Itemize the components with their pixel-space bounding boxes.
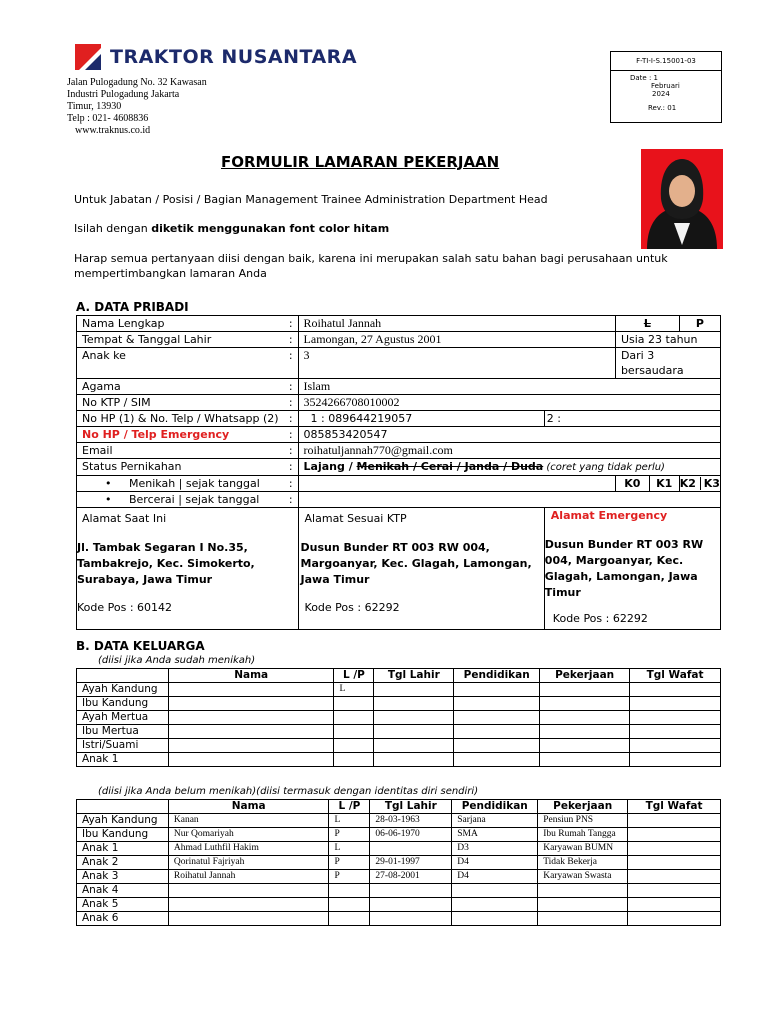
pendidikan-cell[interactable] — [454, 725, 540, 739]
wafat-cell[interactable] — [628, 828, 721, 842]
table-row — [77, 753, 721, 767]
lahir-cell[interactable] — [374, 711, 454, 725]
relation-cell: Ibu Mertua — [77, 725, 169, 739]
col-relation — [77, 800, 169, 814]
table-row — [77, 870, 721, 884]
lahir-cell[interactable] — [370, 898, 452, 912]
lp-cell[interactable]: L — [329, 842, 370, 856]
table-row — [77, 395, 721, 411]
married-note: (diisi jika Anda sudah menikah) — [98, 655, 256, 666]
lp-cell[interactable] — [334, 739, 374, 753]
table-row — [77, 411, 721, 427]
pendidikan-cell[interactable] — [452, 884, 538, 898]
general-instruction-1: Harap semua pertanyaan diisi dengan baik, karena ini merupakan salah satu bahan bagi perusahaan untuk — [74, 252, 668, 265]
address-ktp-postal: Kode Pos : 62292 — [304, 601, 400, 614]
document-code-box — [610, 51, 722, 123]
lp-cell[interactable] — [334, 697, 374, 711]
gender-l[interactable] — [615, 316, 679, 332]
pendidikan-cell[interactable] — [452, 898, 538, 912]
fill-instruction-prefix: Isilah dengan — [74, 222, 152, 235]
address-current-postal: Kode Pos : 60142 — [77, 601, 173, 614]
address-emergency[interactable] — [544, 508, 720, 630]
table-row — [77, 427, 721, 443]
nama-cell[interactable] — [168, 697, 334, 711]
lp-cell[interactable]: P — [329, 870, 370, 884]
table-row — [77, 476, 721, 492]
col-nama: Nama — [168, 800, 329, 814]
wafat-cell[interactable] — [630, 711, 721, 725]
pekerjaan-cell[interactable] — [540, 711, 630, 725]
table-row — [77, 316, 721, 332]
address-line: Jalan Pulogadung No. 32 Kawasan — [67, 77, 207, 88]
pendidikan-cell[interactable] — [454, 711, 540, 725]
wafat-cell[interactable] — [630, 753, 721, 767]
table-row — [77, 332, 721, 348]
address-line: Industri Pulogadung Jakarta — [67, 89, 180, 100]
pekerjaan-cell[interactable] — [540, 697, 630, 711]
relation-cell: Ayah Kandung — [77, 814, 169, 828]
field-colon: : — [284, 459, 298, 476]
field-saudara[interactable]: Dari 3 bersaudara — [615, 348, 720, 379]
lahir-cell[interactable] — [370, 842, 452, 856]
pendidikan-cell[interactable] — [452, 912, 538, 926]
lp-cell[interactable]: P — [329, 828, 370, 842]
address-emergency-label: Alamat Emergency — [550, 509, 668, 522]
lahir-cell[interactable]: 27-08-2001 — [370, 870, 452, 884]
table-row — [77, 856, 721, 870]
field-label: Anak ke — [77, 348, 284, 379]
wafat-cell[interactable] — [630, 725, 721, 739]
col-wafat: Tgl Wafat — [630, 669, 721, 683]
applicant-photo — [641, 149, 723, 249]
field-colon: : — [284, 316, 298, 332]
nama-cell[interactable] — [168, 725, 334, 739]
table-row — [77, 348, 721, 379]
pekerjaan-cell[interactable] — [538, 912, 628, 926]
field-ktp[interactable]: 3524266708010002 — [298, 395, 720, 411]
nama-cell[interactable] — [168, 884, 329, 898]
field-colon: : — [284, 427, 298, 443]
nama-cell[interactable] — [168, 683, 334, 697]
address-line: Timur, 13930 — [67, 101, 122, 112]
status-selected: Lajang / — [303, 460, 357, 473]
address-ktp[interactable] — [298, 508, 544, 630]
table-row — [77, 443, 721, 459]
wafat-cell[interactable] — [630, 739, 721, 753]
field-nama[interactable]: Roihatul Jannah — [298, 316, 615, 332]
fill-instruction — [74, 222, 389, 235]
status-note: (coret yang tidak perlu) — [543, 462, 665, 473]
table-row — [77, 842, 721, 856]
lp-cell[interactable]: L — [329, 814, 370, 828]
field-colon: : — [284, 379, 298, 395]
bullet-icon: • — [105, 493, 112, 506]
lp-cell[interactable] — [329, 898, 370, 912]
lahir-cell[interactable]: 06-06-1970 — [370, 828, 452, 842]
status-struck: Menikah / Cerai / Janda / Duda — [356, 460, 544, 473]
document-revision: Rev.: 01 — [648, 104, 677, 112]
pekerjaan-cell[interactable]: Pensiun PNS — [538, 814, 628, 828]
table-row — [77, 898, 721, 912]
col-lahir: Tgl Lahir — [370, 800, 452, 814]
field-email[interactable]: roihatuljannah770@gmail.com — [298, 443, 720, 459]
table-row — [77, 739, 721, 753]
relation-cell: Ibu Kandung — [77, 828, 169, 842]
relation-cell: Anak 1 — [77, 753, 169, 767]
nama-cell[interactable] — [168, 753, 334, 767]
k3-option[interactable]: K3 — [700, 477, 720, 490]
lahir-cell[interactable] — [374, 739, 454, 753]
field-label: No KTP / SIM — [77, 395, 284, 411]
pekerjaan-cell[interactable] — [540, 725, 630, 739]
wafat-cell[interactable] — [630, 697, 721, 711]
table-row — [77, 492, 721, 508]
menikah-label: Menikah | sejak tanggal — [128, 477, 260, 490]
field-colon: : — [284, 443, 298, 459]
address-row — [77, 508, 721, 630]
table-header-row — [77, 669, 721, 683]
field-label — [77, 492, 284, 508]
field-label: No HP / Telp Emergency — [77, 427, 284, 443]
k0-option[interactable]: K0 — [615, 476, 649, 492]
position-line: Untuk Jabatan / Posisi / Bagian Management Trainee Administration Department Head — [74, 193, 548, 206]
relation-cell: Istri/Suami — [77, 739, 169, 753]
field-colon: : — [284, 411, 298, 427]
gender-p[interactable]: P — [679, 316, 720, 332]
col-relation — [77, 669, 169, 683]
k2-k3-options — [679, 476, 720, 492]
document-date: Date : 1 — [630, 74, 658, 82]
pekerjaan-cell[interactable]: Karyawan BUMN — [538, 842, 628, 856]
family-table-married — [76, 668, 721, 767]
col-wafat: Tgl Wafat — [628, 800, 721, 814]
table-row — [77, 459, 721, 476]
lahir-cell[interactable] — [374, 697, 454, 711]
gender-l-label: L — [643, 317, 651, 330]
pendidikan-cell[interactable] — [454, 739, 540, 753]
family-table-single — [76, 799, 721, 926]
pekerjaan-cell[interactable]: Karyawan Swasta — [538, 870, 628, 884]
general-instruction-2: mempertimbangkan lamaran Anda — [74, 267, 267, 280]
pendidikan-cell[interactable]: SMA — [452, 828, 538, 842]
company-website: www.traknus.co.id — [75, 125, 151, 136]
table-row — [77, 697, 721, 711]
address-ktp-value: Dusun Bunder RT 003 RW 004, Margoanyar, Kec. Glagah, Lamongan, Jawa Timur — [300, 541, 532, 586]
nama-cell[interactable]: Kanan — [168, 814, 329, 828]
lp-cell[interactable]: P — [329, 856, 370, 870]
field-hp2[interactable]: 2 : — [544, 411, 720, 427]
table-row — [77, 828, 721, 842]
wafat-cell[interactable] — [628, 856, 721, 870]
nama-cell[interactable] — [168, 739, 334, 753]
lp-cell[interactable] — [329, 912, 370, 926]
lp-cell[interactable]: L — [334, 683, 374, 697]
table-row — [77, 711, 721, 725]
field-colon: : — [284, 492, 298, 508]
document-date-month: Februari — [651, 82, 680, 90]
company-logo-mark — [75, 44, 101, 70]
lahir-cell[interactable] — [374, 725, 454, 739]
field-label — [77, 476, 284, 492]
wafat-cell[interactable] — [628, 912, 721, 926]
pekerjaan-cell[interactable] — [540, 683, 630, 697]
lp-cell[interactable] — [334, 753, 374, 767]
address-current-label: Alamat Saat Ini — [82, 512, 167, 525]
form-title: FORMULIR LAMARAN PEKERJAAN — [221, 153, 500, 171]
field-colon: : — [284, 476, 298, 492]
nama-cell[interactable] — [168, 898, 329, 912]
relation-cell: Anak 4 — [77, 884, 169, 898]
field-usia[interactable]: Usia 23 tahun — [615, 332, 720, 348]
k2-option[interactable]: K2 — [679, 477, 696, 490]
pendidikan-cell[interactable]: D4 — [452, 870, 538, 884]
field-label: Status Pernikahan — [77, 459, 284, 476]
col-pekerjaan: Pekerjaan — [540, 669, 630, 683]
section-a-title: A. DATA PRIBADI — [76, 300, 189, 314]
field-bercerai-date[interactable] — [298, 492, 720, 508]
section-b-title: B. DATA KELUARGA — [76, 639, 205, 653]
address-emergency-value: Dusun Bunder RT 003 RW 004, Margoanyar, Kec. Glagah, Lamongan, Jawa Timur — [544, 538, 704, 599]
lp-cell[interactable] — [334, 725, 374, 739]
lahir-cell[interactable] — [370, 912, 452, 926]
pekerjaan-cell[interactable]: Tidak Bekerja — [538, 856, 628, 870]
field-label: Tempat & Tanggal Lahir — [77, 332, 284, 348]
col-pendidikan: Pendidikan — [452, 800, 538, 814]
relation-cell: Anak 3 — [77, 870, 169, 884]
nama-cell[interactable]: Nur Qomariyah — [168, 828, 329, 842]
pendidikan-cell[interactable] — [454, 683, 540, 697]
pekerjaan-cell[interactable] — [538, 884, 628, 898]
col-pendidikan: Pendidikan — [454, 669, 540, 683]
col-pekerjaan: Pekerjaan — [538, 800, 628, 814]
table-row — [77, 814, 721, 828]
company-brand-name: TRAKTOR NUSANTARA — [110, 46, 358, 68]
field-label: No HP (1) & No. Telp / Whatsapp (2) — [77, 411, 284, 427]
fill-instruction-emphasis: diketik menggunakan font color hitam — [151, 222, 390, 235]
relation-cell: Anak 6 — [77, 912, 169, 926]
address-line: Telp : 021- 4608836 — [67, 113, 149, 124]
address-current-value: Jl. Tambak Segaran I No.35, Tambakrejo, Kec. Simokerto, Surabaya, Jawa Timur — [77, 541, 255, 586]
nama-cell[interactable] — [168, 912, 329, 926]
field-label: Email — [77, 443, 284, 459]
address-ktp-label: Alamat Sesuai KTP — [304, 512, 407, 525]
field-colon: : — [284, 348, 298, 379]
pendidikan-cell[interactable] — [454, 697, 540, 711]
lahir-cell[interactable]: 29-01-1997 — [370, 856, 452, 870]
lahir-cell[interactable]: 28-03-1963 — [370, 814, 452, 828]
field-label: Agama — [77, 379, 284, 395]
field-colon: : — [284, 332, 298, 348]
relation-cell: Ibu Kandung — [77, 697, 169, 711]
table-row — [77, 725, 721, 739]
wafat-cell[interactable] — [630, 683, 721, 697]
lahir-cell[interactable] — [374, 683, 454, 697]
address-emergency-postal: Kode Pos : 62292 — [552, 612, 648, 625]
lp-cell[interactable] — [334, 711, 374, 725]
col-lahir: Tgl Lahir — [374, 669, 454, 683]
relation-cell: Anak 2 — [77, 856, 169, 870]
col-lp: L /P — [329, 800, 370, 814]
document-date-year: 2024 — [652, 90, 670, 98]
nama-cell[interactable]: Roihatul Jannah — [168, 870, 329, 884]
nama-cell[interactable]: Ahmad Luthfil Hakim — [168, 842, 329, 856]
field-anak-ke[interactable]: 3 — [298, 348, 615, 379]
document-code: F-TI-I-S.15001-03 — [611, 52, 721, 71]
field-agama[interactable]: Islam — [298, 379, 720, 395]
table-header-row — [77, 800, 721, 814]
relation-cell: Ayah Kandung — [77, 683, 169, 697]
lp-cell[interactable] — [329, 884, 370, 898]
k1-option[interactable]: K1 — [649, 476, 679, 492]
pendidikan-cell[interactable]: Sarjana — [452, 814, 538, 828]
pendidikan-cell[interactable]: D4 — [452, 856, 538, 870]
pendidikan-cell[interactable] — [454, 753, 540, 767]
table-row — [77, 683, 721, 697]
pekerjaan-cell[interactable]: Ibu Rumah Tangga — [538, 828, 628, 842]
table-row — [77, 379, 721, 395]
table-row — [77, 912, 721, 926]
wafat-cell[interactable] — [628, 884, 721, 898]
nama-cell[interactable]: Qorinatul Fajriyah — [168, 856, 329, 870]
field-menikah-date[interactable] — [298, 476, 615, 492]
pekerjaan-cell[interactable] — [538, 898, 628, 912]
bercerai-label: Bercerai | sejak tanggal — [128, 493, 260, 506]
wafat-cell[interactable] — [628, 842, 721, 856]
field-hp1[interactable]: 1 : 089644219057 — [298, 411, 544, 427]
field-colon: : — [284, 395, 298, 411]
lahir-cell[interactable] — [374, 753, 454, 767]
pendidikan-cell[interactable]: D3 — [452, 842, 538, 856]
relation-cell: Anak 1 — [77, 842, 169, 856]
single-note: (diisi jika Anda belum menikah)(diisi termasuk dengan identitas diri sendiri) — [98, 786, 479, 797]
lahir-cell[interactable] — [370, 884, 452, 898]
field-emergency-phone[interactable]: 085853420547 — [298, 427, 720, 443]
col-nama: Nama — [168, 669, 334, 683]
pekerjaan-cell[interactable] — [540, 753, 630, 767]
bullet-icon: • — [105, 477, 112, 490]
wafat-cell[interactable] — [628, 898, 721, 912]
company-address — [67, 77, 207, 137]
field-status[interactable] — [298, 459, 720, 476]
field-ttl[interactable]: Lamongan, 27 Agustus 2001 — [298, 332, 615, 348]
pekerjaan-cell[interactable] — [540, 739, 630, 753]
col-lp: L /P — [334, 669, 374, 683]
personal-data-table — [76, 315, 721, 630]
relation-cell: Ayah Mertua — [77, 711, 169, 725]
table-row — [77, 884, 721, 898]
address-current[interactable] — [77, 508, 299, 630]
wafat-cell[interactable] — [628, 870, 721, 884]
wafat-cell[interactable] — [628, 814, 721, 828]
field-label: Nama Lengkap — [77, 316, 284, 332]
relation-cell: Anak 5 — [77, 898, 169, 912]
nama-cell[interactable] — [168, 711, 334, 725]
